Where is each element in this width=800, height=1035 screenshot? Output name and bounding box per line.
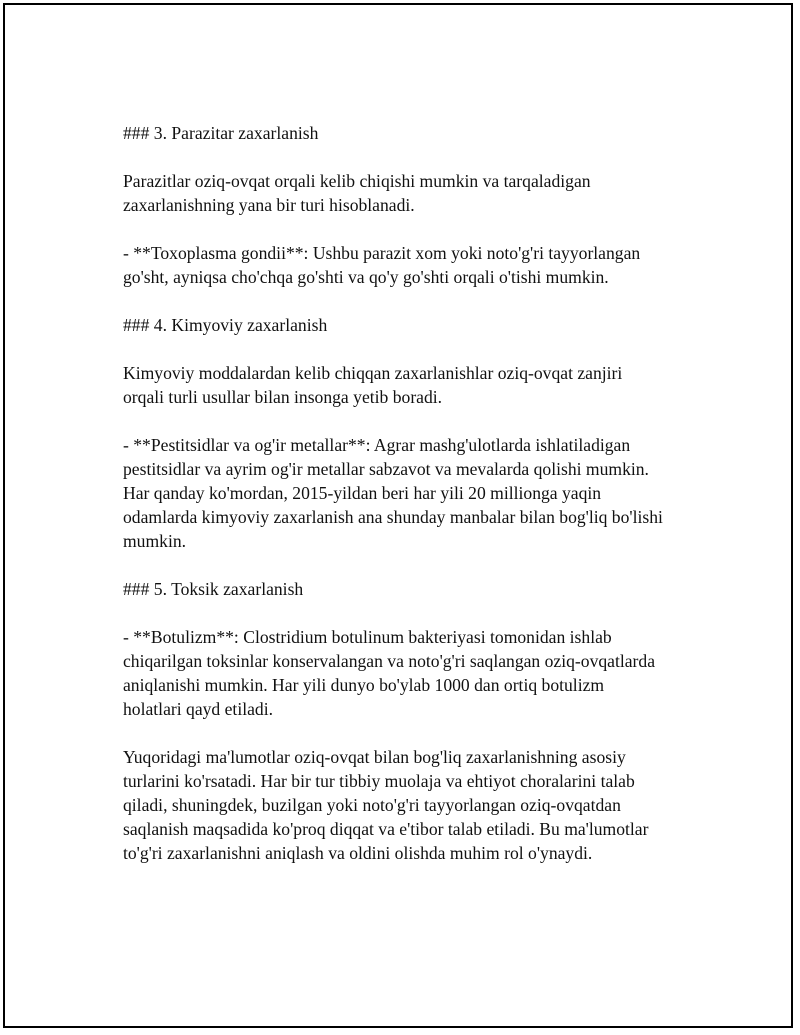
document-body	[123, 121, 713, 889]
list-item-pestitsidlar	[123, 433, 713, 553]
text-line: turlarini ko'rsatadi. Har bir tur tibbiy muolaja va ehtiyot choralarini talab	[123, 771, 635, 791]
text-line: holatlari qayd etiladi.	[123, 699, 273, 719]
text-line: mumkin.	[123, 531, 187, 551]
paragraph-parazitlar-intro	[123, 169, 713, 217]
list-item-botulizm	[123, 625, 713, 721]
paragraph-conclusion	[123, 745, 713, 865]
text-line: chiqarilgan toksinlar konservalangan va noto'g'ri saqlangan oziq-ovqatlarda	[123, 651, 656, 671]
text-line: qiladi, shuningdek, buzilgan yoki noto'g'ri tayyorlangan oziq-ovqatdan	[123, 795, 621, 815]
text-line: Har qanday ko'mordan, 2015-yildan beri har yili 20 millionga yaqin	[123, 483, 602, 503]
text-line: pestitsidlar va ayrim og'ir metallar sabzavot va mevalarda qolishi mumkin.	[123, 459, 649, 479]
text-line: Yuqoridagi ma'lumotlar oziq-ovqat bilan bog'liq zaxarlanishning asosiy	[123, 747, 626, 767]
section-heading-toksik: ### 5. Toksik zaxarlanish	[123, 579, 304, 599]
text-line: - **Pestitsidlar va og'ir metallar**: Agrar mashg'ulotlarda ishlatiladigan	[123, 435, 631, 455]
text-line: zaxarlanishning yana bir turi hisoblanadi.	[123, 195, 415, 215]
section-heading-kimyoviy: ### 4. Kimyoviy zaxarlanish	[123, 315, 328, 335]
text-line: Parazitlar oziq-ovqat orqali kelib chiqishi mumkin va tarqaladigan	[123, 171, 591, 191]
text-line: - **Toxoplasma gondii**: Ushbu parazit xom yoki noto'g'ri tayyorlangan	[123, 243, 641, 263]
text-line: - **Botulizm**: Clostridium botulinum bakteriyasi tomonidan ishlab	[123, 627, 612, 647]
section-heading-parazitar: ### 3. Parazitar zaxarlanish	[123, 123, 319, 143]
text-line: saqlanish maqsadida ko'proq diqqat va e'tibor talab etiladi. Bu ma'lumotlar	[123, 819, 649, 839]
list-item-toxoplasma	[123, 241, 713, 289]
text-line: odamlarda kimyoviy zaxarlanish ana shunday manbalar bilan bog'liq bo'lishi	[123, 507, 663, 527]
text-line: Kimyoviy moddalardan kelib chiqqan zaxarlanishlar oziq-ovqat zanjiri	[123, 363, 623, 383]
text-line: aniqlanishi mumkin. Har yili dunyo bo'ylab 1000 dan ortiq botulizm	[123, 675, 605, 695]
paragraph-kimyoviy-intro	[123, 361, 713, 409]
text-line: to'g'ri zaxarlanishni aniqlash va oldini olishda muhim rol o'ynaydi.	[123, 843, 593, 863]
page-frame	[3, 3, 793, 1028]
text-line: orqali turli usullar bilan insonga yetib boradi.	[123, 387, 443, 407]
text-line: go'sht, ayniqsa cho'chqa go'shti va qo'y go'shti orqali o'tishi mumkin.	[123, 267, 609, 287]
